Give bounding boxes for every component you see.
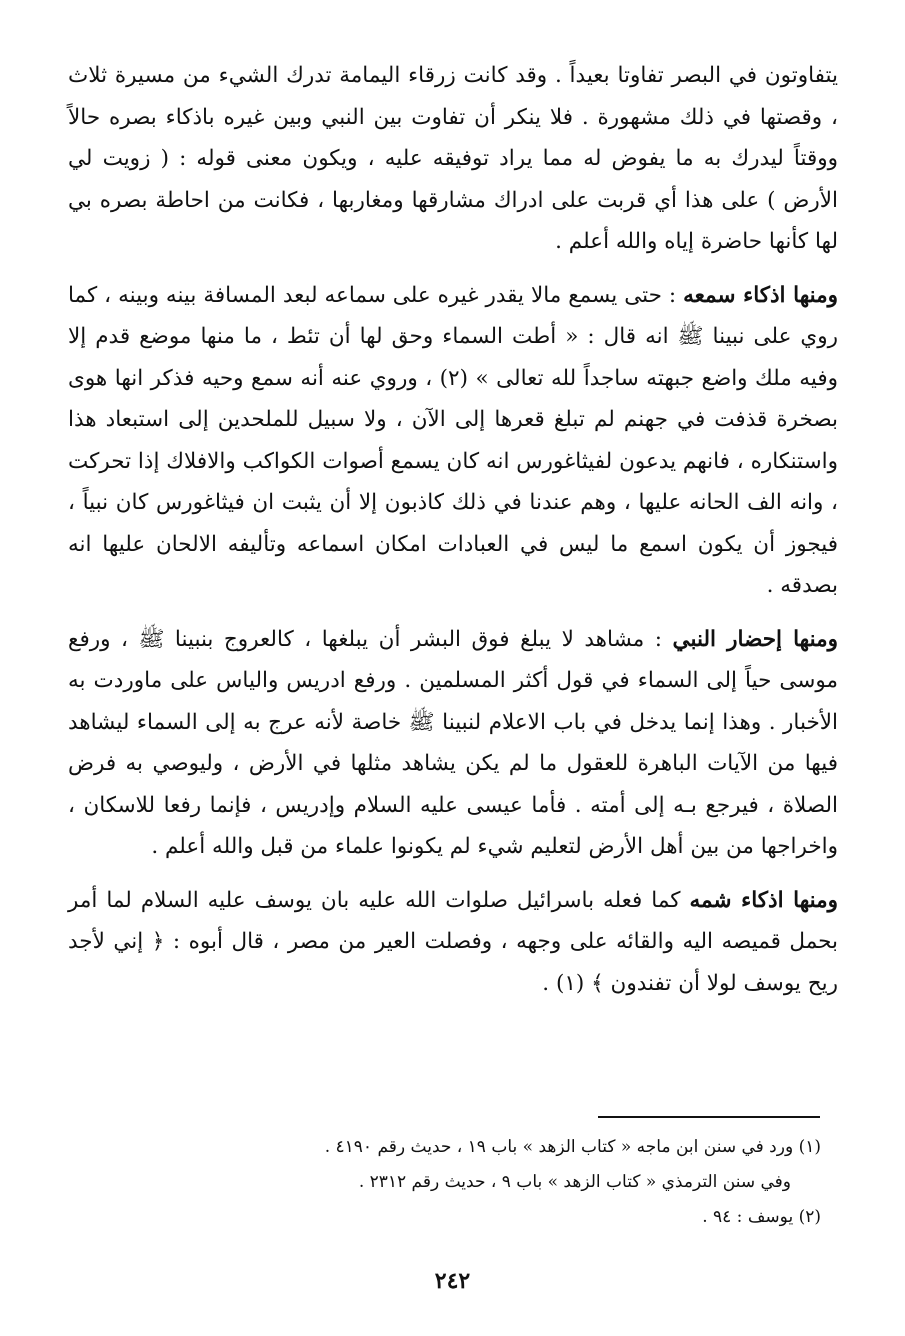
paragraph-lead: ومنها اذكاء سمعه <box>683 282 838 308</box>
footnotes <box>121 1130 821 1235</box>
paragraph-lead: ومنها اذكاء شمه <box>689 887 839 913</box>
footnote-2: (٢) يوسف : ٩٤ . <box>702 1207 821 1227</box>
paragraph-text: يتفاوتون في البصر تفاوتا بعيداً . وقد كانت زرقاء اليمامة تدرك الشيء من مسيرة ثلاث ، وقصتها في ذلك مشهورة . فلا ينكر أن تفاوت بين النبي وبين غيره باذكاء بصره حالاً ووقتاً ليدرك به ما يفوض له مما يراد توفيقه عليه ، ويكون معنى قوله : ( زويت لي الأرض ) على هذا أي قربت على ادراك مشارقها ومغاربها ، فكانت من احاطة بصره بي لها كأنها حاضرة إياه والله أعلم . <box>68 63 838 254</box>
paragraph-3 <box>68 619 838 868</box>
paragraph-2 <box>68 275 838 607</box>
footnote-1: (١) ورد في سنن ابن ماجه « كتاب الزهد » باب ١٩ ، حديث رقم ٤١٩٠ . <box>324 1137 821 1157</box>
footnote-1-continued: وفي سنن الترمذي « كتاب الزهد » باب ٩ ، حديث رقم ٢٣١٢ . <box>358 1172 791 1192</box>
footnote-separator <box>598 1116 820 1118</box>
paragraph-4 <box>68 880 838 1005</box>
paragraph-text: : مشاهد لا يبلغ فوق البشر أن يبلغها ، كالعروج بنبينا ﷺ ، ورفع موسى حياً إلى السماء في قول أكثر المسلمين . ورفع ادريس والياس على ماوردت به الأخبار . وهذا إنما يدخل في باب الاعلام لنبينا ﷺ خاصة لأنه عرج به إلى السماء ليشاهد فيها من الآيات الباهرة للعقول ما لم يكن يشاهد مثلها في الأرض ، وليوصي به فرض الصلاة ، فيرجع بـه إلى أمته . فأما عيسى عليه السلام وإدريس ، فإنما رفعا للاسكان ، واخراجها من بين أهل الأرض لتعليم شيء لم يكونوا علماء من قبل والله أعلم . <box>68 626 838 859</box>
paragraph-1 <box>68 55 838 263</box>
paragraph-lead: ومنها إحضار النبي <box>672 626 838 652</box>
main-text <box>68 55 838 1010</box>
page-number: ٢٤٢ <box>434 1268 471 1294</box>
paragraph-text: كما فعله باسرائيل صلوات الله عليه بان يوسف عليه السلام لما أمر بحمل قميصه اليه والقائه على وجهه ، وفصلت العير من مصر ، قال أبوه : ﴿ إني لأجد ريح يوسف لولا أن تفندون ﴾ (١) . <box>68 887 838 996</box>
paragraph-text: : حتى يسمع مالا يقدر غيره على سماعه لبعد المسافة بينه وبينه ، كما روي على نبينا ﷺ انه قال : « أطت السماء وحق لها أن تئط ، ما منها موضع قدم إلا وفيه ملك واضع جبهته ساجداً لله تعالى » (٢) ، وروي عنه أنه سمع وحيه فذكر انها هوى بصخرة قذفت في جهنم لم تبلغ قعرها إلى الآن ، ولا سبيل للملحدين إلى استبعاد هذا واستنكاره ، فانهم يدعون لفيثاغورس انه كان يسمع أصوات الكواكب والافلاك إذا تحركت ، وانه الف الحانه عليها ، وهم عندنا في ذلك كاذبون إلا أن يثبت ان فيثاغورس كان نبياً ، فيجوز أن يكون اسمع ما ليس في العبادات امكان اسماعه وتأليفه الالحان عليها انه بصدقه . <box>68 282 838 598</box>
